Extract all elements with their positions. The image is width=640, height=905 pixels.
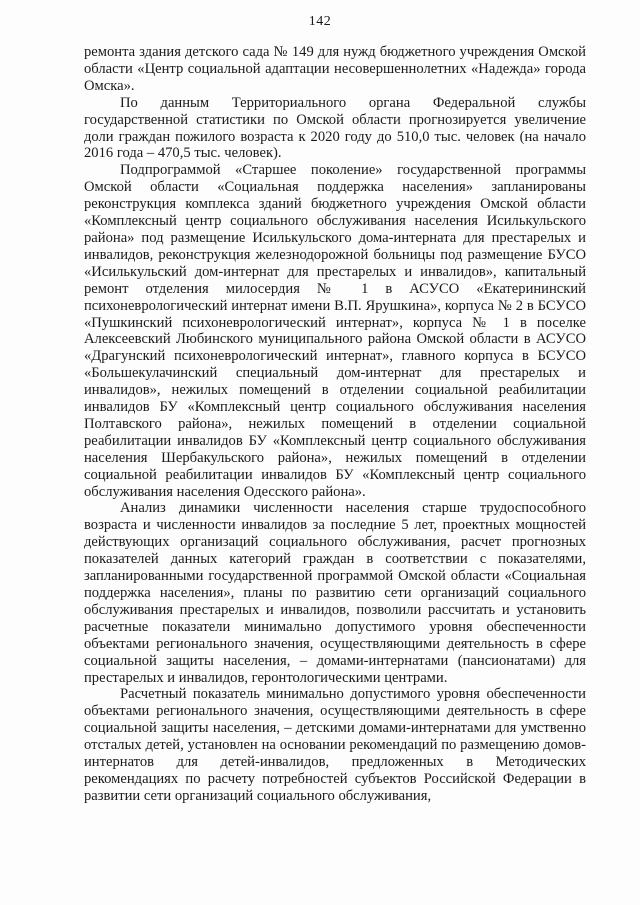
document-body [84,44,586,805]
paragraph-analysis: Анализ динамики численности населения старше трудоспособного возраста и численности инвалидов за последние 5 лет, проектных мощностей действующих организаций социального обслуживания, расчет прогнозных показателей данных категорий граждан в соответствии с показателями, запланированными государственной программой Омской области «Социальная поддержка населения», планы по развитию сети организаций социального обслуживания престарелых и инвалидов, позволили рассчитать и установить расчетные показатели минимально допустимого уровня обеспеченности объектами регионального значения, осуществляющими деятельность в сфере социальной защиты населения, – домами-интернатами (пансионатами) для престарелых и инвалидов, геронтологическими центрами. [84,500,586,686]
paragraph-continuation: ремонта здания детского сада № 149 для нужд бюджетного учреждения Омской области «Центр социальной адаптации несовершеннолетних «Надежда» города Омска». [84,44,586,94]
page-number: 142 [308,14,332,29]
paragraph-calculated-indicator: Расчетный показатель минимально допустимого уровня обеспеченности объектами регионального значения, осуществляющими деятельность в сфере социальной защиты населения, – детскими домами-интернатами для умственно отсталых детей, установлен на основании рекомендаций по размещению домов-интернатов для детей-инвалидов, предложенных в Методических рекомендациях по расчету потребностей субъектов Российской Федерации в развитии сети организаций социального обслуживания, [84,686,586,804]
paragraph-statistics-forecast: По данным Территориального органа Федеральной службы государственной статистики по Омской области прогнозируется увеличение доли граждан пожилого возраста к 2020 году до 510,0 тыс. человек (на начало 2016 года – 470,5 тыс. человек). [84,94,586,162]
paragraph-subprogram: Подпрограммой «Старшее поколение» государственной программы Омской области «Социальная поддержка населения» запланированы реконструкция комплекса зданий бюджетного учреждения Омской области «Комплексный центр социального обслуживания населения Исилькульского района» под размещение Исилькульского дома-интерната для престарелых и инвалидов, реконструкция железнодорожной больницы под размещение БУСО «Исилькульский дом-интернат для престарелых и инвалидов», капитальный ремонт отделения милосердия № 1 в АСУСО «Екатерининский психоневрологический интернат имени В.П. Ярушкина», корпуса № 2 в БСУСО «Пушкинский психоневрологический интернат», корпуса № 1 в поселке Алексеевский Любинского муниципального района Омской области в АСУСО «Драгунский психоневрологический интернат», главного корпуса в БСУСО «Большекулачинский специальный дом-интернат для престарелых и инвалидов», нежилых помещений в отделении социальной реабилитации инвалидов БУ «Комплексный центр социального обслуживания населения Полтавского района», нежилых помещений в отделении социальной реабилитации инвалидов БУ «Комплексный центр социального обслуживания населения Шербакульского района», нежилых помещений в отделении социальной реабилитации инвалидов БУ «Комплексный центр социального обслуживания населения Одесского района». [84,162,586,500]
